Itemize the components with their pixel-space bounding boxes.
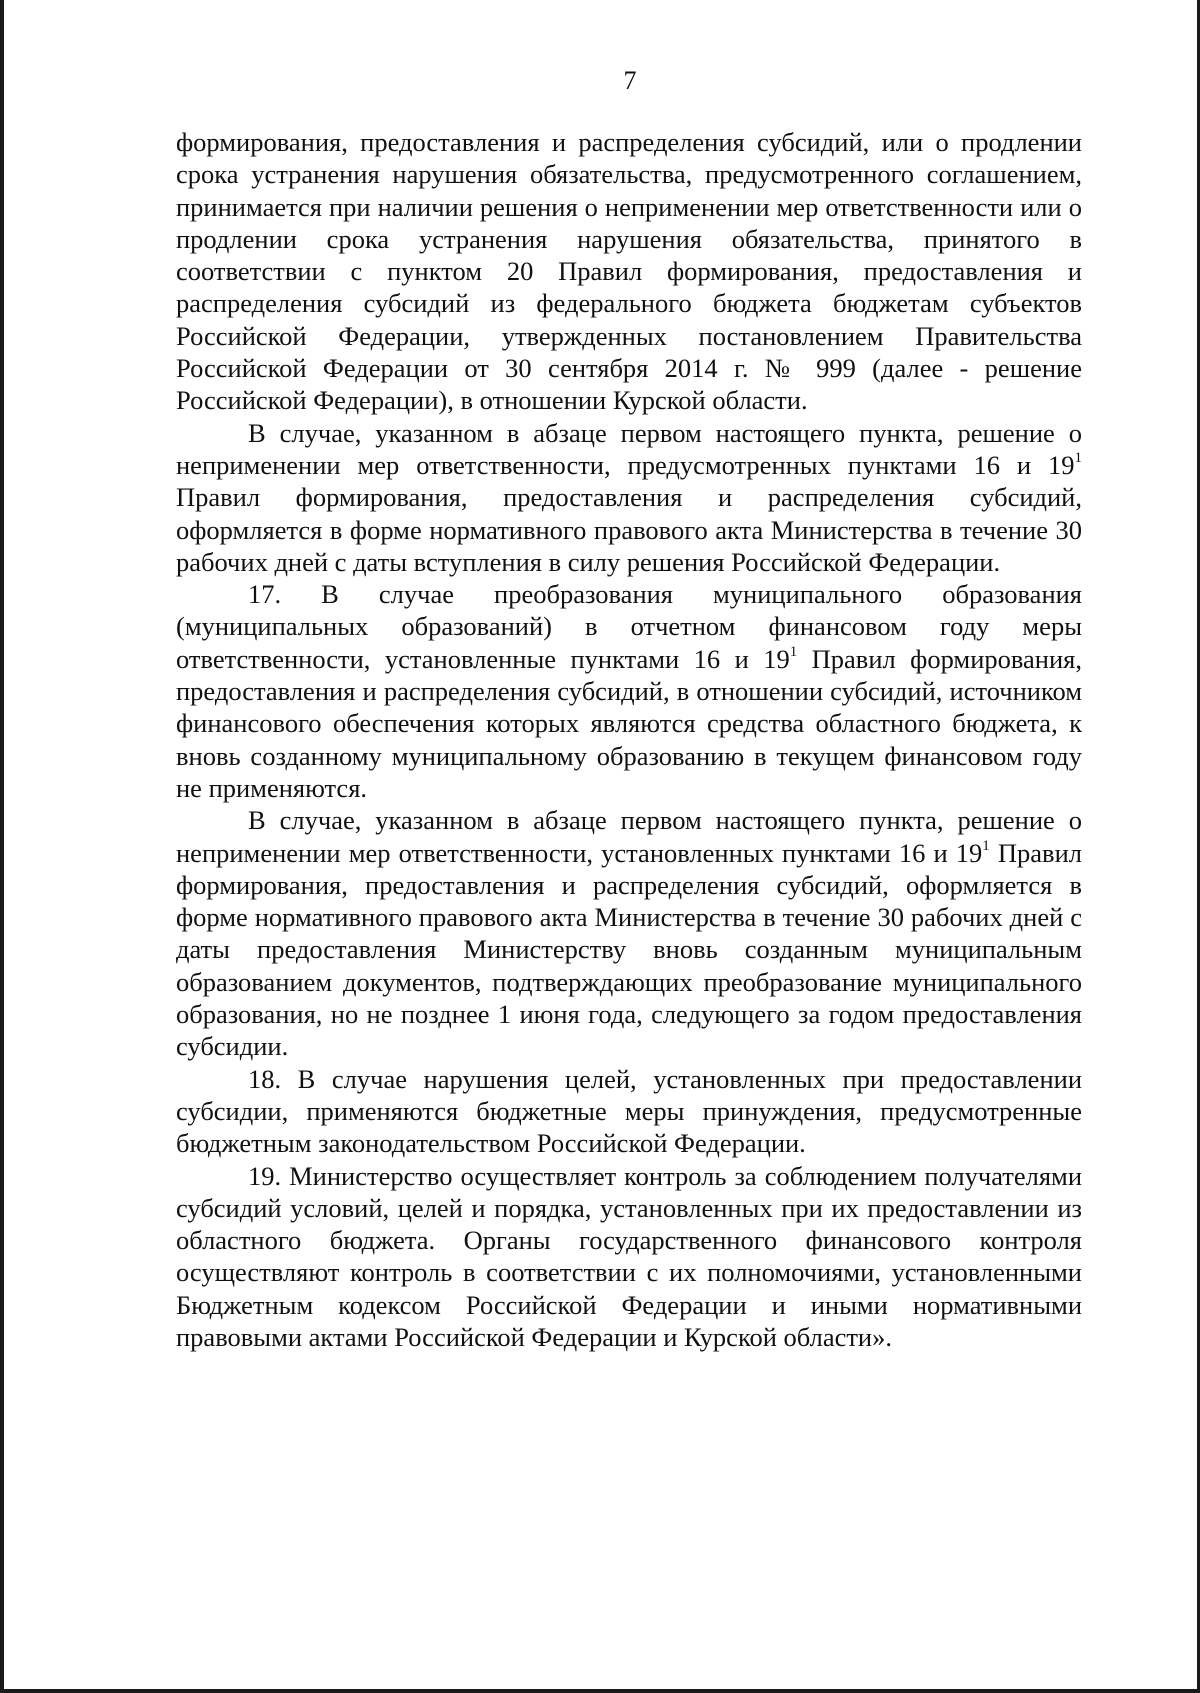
paragraph-17-second xyxy=(176,804,1082,1062)
paragraph-text: 17. В случае преобразования муниципального образования (муниципальных образований) в отчетном финансовом году меры ответственности, установленные пунктами 16 и 19 xyxy=(176,579,1082,674)
paragraph-16-second xyxy=(176,417,1082,578)
document-body xyxy=(176,126,1082,1353)
scan-border-bottom xyxy=(0,1689,1200,1693)
paragraph-17-first xyxy=(176,578,1082,804)
superscript: 1 xyxy=(982,837,990,854)
paragraph-text: В случае, указанном в абзаце первом настоящего пункта, решение о неприменении мер ответственности, предусмотренных пунктами 16 и 19 xyxy=(176,417,1082,480)
paragraph-continuation: формирования, предоставления и распределения субсидий, или о продлении срока устранения нарушения обязательства, предусмотренного соглашением, принимается при наличии решения о неприменении мер ответственности или о продлении срока устранения нарушения обязательства, принятого в соответствии с пунктом 20 Правил формирования, предоставления и распределения субсидий из федерального бюджета бюджетам субъектов Российской Федерации, утвержденных постановлением Правительства Российской Федерации от 30 сентября 2014 г. № 999 (далее - решение Российской Федерации), в отношении Курской области. xyxy=(176,127,1082,416)
paragraph-text: Правил формирования, предоставления и распределения субсидий, оформляется в форме нормативного правового акта Министерства в течение 30 рабочих дней с даты предоставления Министерству вновь созданным муниципальным образованием документов, подтверждающих преобразование муниципального образования, но не позднее 1 июня года, следующего за годом предоставления субсидии. xyxy=(176,837,1082,1062)
page-number: 7 xyxy=(623,66,637,95)
paragraph-text: Правил формирования, предоставления и распределения субсидий, оформляется в форме нормативного правового акта Министерства в течение 30 рабочих дней с даты вступления в силу решения Российской Федерации. xyxy=(176,482,1082,577)
scan-border-left xyxy=(0,0,4,1693)
paragraph-18: 18. В случае нарушения целей, установленных при предоставлении субсидии, применяются бюджетные меры принуждения, предусмотренные бюджетным законодательством Российской Федерации. xyxy=(176,1063,1082,1159)
paragraph-text: Правил формирования, предоставления и распределения субсидий, в отношении субсидий, источником финансового обеспечения которых являются средства областного бюджета, к вновь созданному муниципальному образованию в текущем финансовом году не применяются. xyxy=(176,643,1082,803)
superscript: 1 xyxy=(789,643,798,660)
paragraph-text: В случае, указанном в абзаце первом настоящего пункта, решение о неприменении мер ответственности, установленных пунктами 16 и 19 xyxy=(176,805,1082,868)
superscript: 1 xyxy=(1074,450,1082,467)
paragraph-19: 19. Министерство осуществляет контроль за соблюдением получателями субсидий условий, целей и порядка, установленных при их предоставлении из областного бюджета. Органы государственного финансового контроля осуществляют контроль в соответствии с их полномочиями, установленными Бюджетным кодексом Российской Федерации и иными нормативными правовыми актами Российской Федерации и Курской области». xyxy=(176,1160,1082,1352)
